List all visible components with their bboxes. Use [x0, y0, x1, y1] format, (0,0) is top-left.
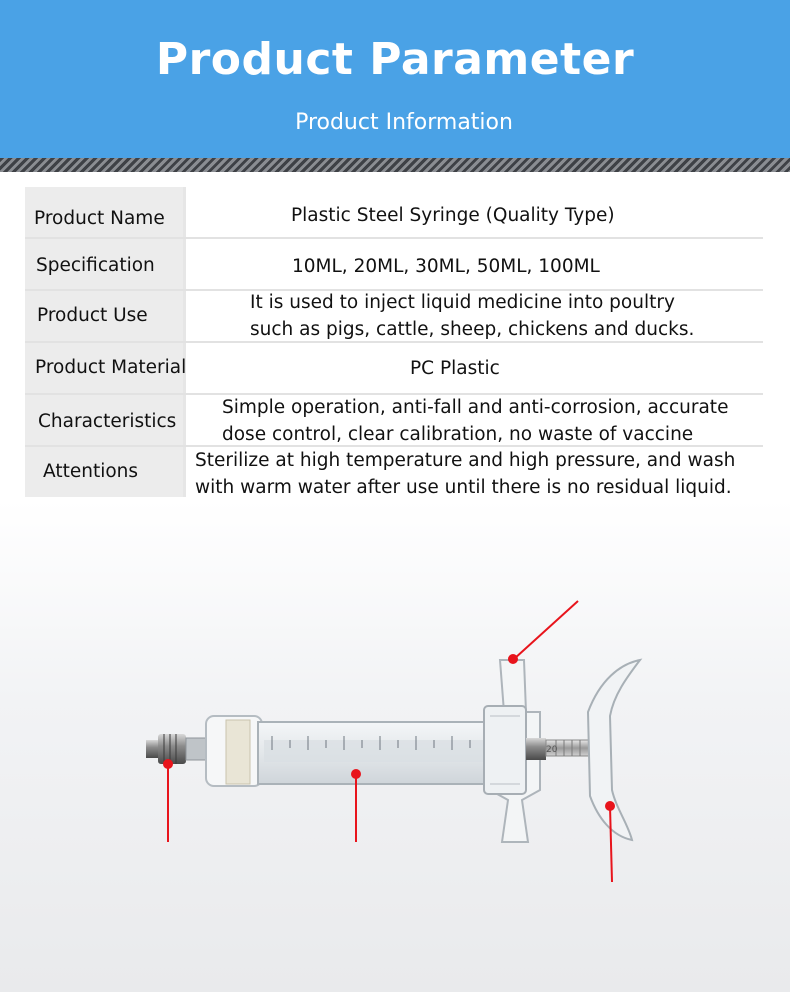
param-label-specification: Specification — [36, 255, 155, 276]
param-label-product-material: Product Material — [35, 357, 187, 378]
striped-divider — [0, 158, 790, 172]
page-title: Product Parameter — [155, 34, 635, 85]
parameter-table — [25, 187, 763, 497]
front-cap — [206, 716, 262, 786]
param-value-product-name: Plastic Steel Syringe (Quality Type) — [291, 205, 615, 226]
param-value-characteristics-line1: Simple operation, anti-fall and anti-corrosion, accurate — [222, 397, 729, 418]
scale-number: 20 — [546, 745, 558, 755]
plunger-rod — [526, 738, 590, 760]
syringe-photo — [0, 560, 790, 920]
param-label-characteristics: Characteristics — [38, 411, 177, 432]
param-label-product-name: Product Name — [34, 208, 165, 229]
param-value-attentions-line1: Sterilize at high temperature and high pressure, and wash — [195, 450, 736, 471]
param-value-characteristics-line2: dose control, clear calibration, no waste of vaccine — [222, 424, 694, 445]
row-divider — [25, 237, 763, 239]
param-label-product-use: Product Use — [37, 305, 148, 326]
param-label-attentions: Attentions — [43, 461, 139, 482]
nozzle-tip — [146, 734, 208, 764]
param-value-product-use-line2: such as pigs, cattle, sheep, chickens and ducks. — [250, 319, 695, 340]
param-value-specification: 10ML, 20ML, 30ML, 50ML, 100ML — [292, 256, 600, 277]
param-value-product-use-line1: It is used to inject liquid medicine into poultry — [250, 292, 675, 313]
header-banner — [0, 0, 790, 158]
param-value-product-material: PC Plastic — [410, 358, 500, 379]
thumb-handle — [588, 660, 640, 840]
page-subtitle: Product Information — [295, 110, 513, 135]
param-value-attentions-line2: with warm water after use until there is no residual liquid. — [195, 477, 732, 498]
syringe-barrel — [258, 722, 490, 784]
